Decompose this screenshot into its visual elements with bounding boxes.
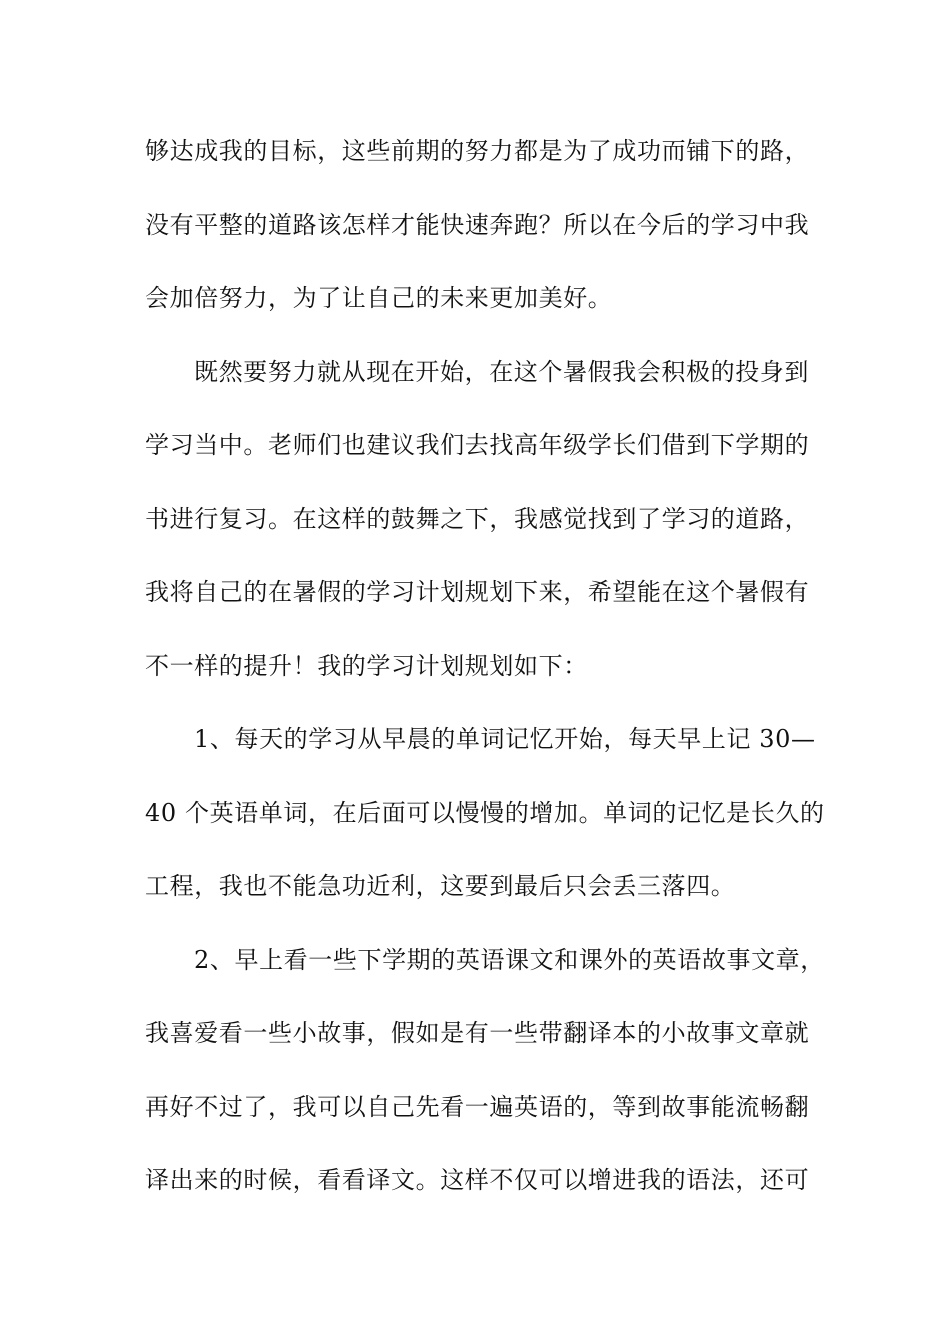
list-item-1-start-line: 1、每天的学习从早晨的单词记忆开始，每天早上记 30— — [194, 725, 816, 753]
body-text — [145, 128, 825, 1231]
text-line: 译出来的时候，看看译文。这样不仅可以增进我的语法，还可 — [145, 1166, 810, 1194]
text-line: 没有平整的道路该怎样才能快速奔跑？所以在今后的学习中我 — [145, 210, 810, 239]
text-line: 40 个英语单词，在后面可以慢慢的增加。单词的记忆是长久的 — [145, 798, 825, 827]
text-line: 书进行复习。在这样的鼓舞之下，我感觉找到了学习的道路， — [145, 504, 810, 533]
text-line: 够达成我的目标，这些前期的努力都是为了成功而铺下的路， — [145, 137, 810, 165]
list-item-2-start-line: 2、早上看一些下学期的英语课文和课外的英语故事文章， — [194, 945, 825, 974]
text-line: 再好不过了，我可以自己先看一遍英语的，等到故事能流畅翻 — [145, 1092, 810, 1121]
text-line: 学习当中。老师们也建议我们去找高年级学长们借到下学期的 — [145, 431, 810, 459]
text-line: 不一样的提升！我的学习计划规划如下： — [145, 651, 588, 680]
paragraph-start-line: 既然要努力就从现在开始，在这个暑假我会积极的投身到 — [194, 357, 809, 386]
text-line: 工程，我也不能急功近利，这要到最后只会丢三落四。 — [145, 872, 736, 900]
text-line: 我将自己的在暑假的学习计划规划下来，希望能在这个暑假有 — [145, 578, 810, 606]
text-line: 我喜爱看一些小故事，假如是有一些带翻译本的小故事文章就 — [145, 1019, 810, 1047]
text-line: 会加倍努力，为了让自己的未来更加美好。 — [145, 284, 613, 312]
